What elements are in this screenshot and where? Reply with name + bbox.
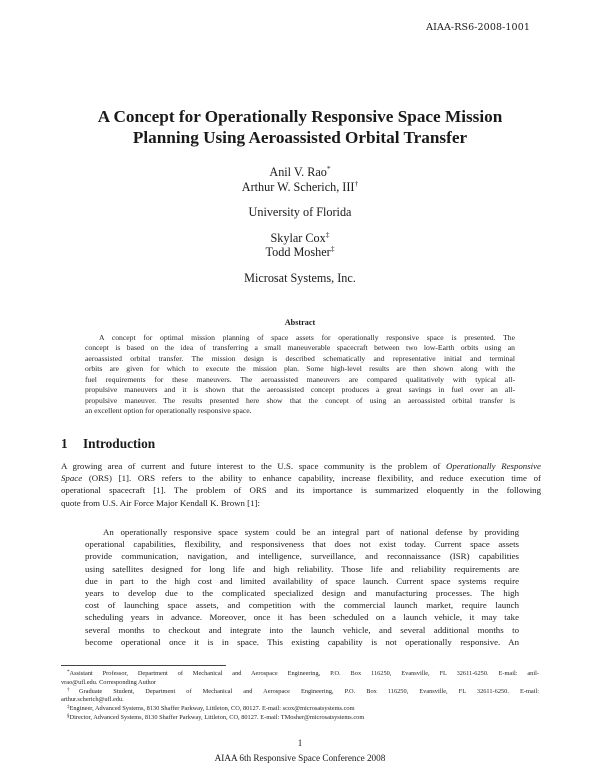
block-quote [85,526,519,648]
quote-line: several months to checkout and integrate into the launch vehicle, and several additional months to [85,624,519,635]
footnote-line: †Graduate Student, Department of Mechanical and Aerospace Engineering, P.O. Box 116250, Evansville, FL 32611-6250. E-mail: [67,687,539,695]
affiliation-microsat: Microsat Systems, Inc. [244,270,356,285]
quote-line: due in part to the high cost and limited availability of space launch. Current space systems require [85,575,519,586]
footnote-line: *Assistant Professor, Department of Mechanical and Aerospace Engineering, P.O. Box 116250, Evansville, FL 32611-6250. E-mail: anil- [67,670,539,677]
footnotes [61,670,539,723]
abstract-heading: Abstract [284,318,316,327]
quote-line: years to develop due to the complicated specialized design and manufacturing processes. The high [85,588,519,599]
author-mosher: Todd Mosher‡ [265,244,335,259]
abstract-line: an excellent option for operationally responsive space. [85,406,252,416]
section-heading-introduction [61,436,155,452]
body-line: quote from U.S. Air Force Major Kendall K. Brown [1]: [61,497,260,508]
footnote-line: §Director, Advanced Systems, 8130 Shaffer Parkway, Littleton, CO, 80127. E-mail: TMosher@microsatsystems.com [67,713,365,721]
footnote-line: vrao@ufl.edu. Corresponding Author [61,678,156,686]
abstract-line: concept is based on the idea of transferring a small maneuverable spacecraft between two low-Earth orbits using an [85,343,515,353]
footnote-line: ‡Engineer, Advanced Systems, 8130 Shaffer Parkway, Littleton, CO, 80127. E-mail: scox@microsatsystems.com [67,705,355,713]
footnote-rule [61,665,226,666]
page-number: 1 [297,738,303,748]
author-cox: Skylar Cox‡ [270,229,330,245]
quote-line: using satellites designed for long life and high reliability. Those life and reliability requirements are [85,563,519,574]
quote-line: scheduling years in advance. Moreover, once it has been scheduled on a launch vehicle, it may take [85,612,519,623]
paper-title [60,106,540,148]
abstract-line: aeroassisted orbital transfer. The mission design is described schematically and representative initial and terminal [85,353,515,363]
conference-footer: AIAA 6th Responsive Space Conference 2008 [214,753,386,763]
abstract-line: fuel requirements for these maneuvers. The aeroassisted maneuvers are compared qualitatively with typical all- [85,374,515,384]
abstract-line: propulsive maneuvers and it is shown that the aeroassisted concept produces a great savings in fuel over an all- [85,385,515,395]
body-line: operational spacecraft [1]. The problem of ORS and its importance is summarized eloquently in the following [61,485,541,496]
abstract-line: propulsive maneuver. The results presented here show that the concept of using an aeroassisted orbital transfer is [85,395,515,405]
section-title: Introduction [83,436,156,451]
affiliation-florida: University of Florida [248,205,352,219]
abstract-body [85,333,515,417]
title-line-1: A Concept for Operationally Responsive Space Mission [97,107,503,126]
footnote-line: arthur.scherich@ufl.edu. [61,696,124,704]
quote-line: provide communication, navigation, and intelligence, surveillance, and reconnaissance (ISR) capabilities [85,551,519,562]
title-line-2: Planning Using Aeroassisted Orbital Transfer [132,128,468,147]
quote-line: cost of launching space assets, and competition with the commercial launch market, require launch [85,600,519,611]
abstract-line: orbits are given for which to execute the mission plan. Some high-level results are then shown along with the [85,364,515,374]
author-scherich: Arthur W. Scherich, III† [241,178,359,194]
author-block [60,165,540,285]
intro-paragraph [61,460,541,509]
quote-line: operational capabilities, flexibility, and responsiveness that does not exist today. Current space assets [85,539,519,550]
body-line: A growing area of current and future interest to the U.S. space community is the problem of Operationally Responsive [61,461,541,471]
abstract-line: A concept for optimal mission planning of space assets for operationally responsive space is presented. The [99,333,515,342]
quote-line: An operationally responsive space system could be an integral part of national defense by providing [103,527,519,537]
body-line: Space (ORS) [1]. ORS refers to the ability to enhance capability, increase flexibility, and reduce execution time of [61,473,541,484]
report-id: AIAA-RS6-2008-1001 [426,22,530,33]
section-number: 1 [61,436,68,451]
author-rao: Anil V. Rao* [269,164,331,179]
quote-line: become operational once it is in space. This existing capability is not operationally responsive. An [85,636,519,647]
